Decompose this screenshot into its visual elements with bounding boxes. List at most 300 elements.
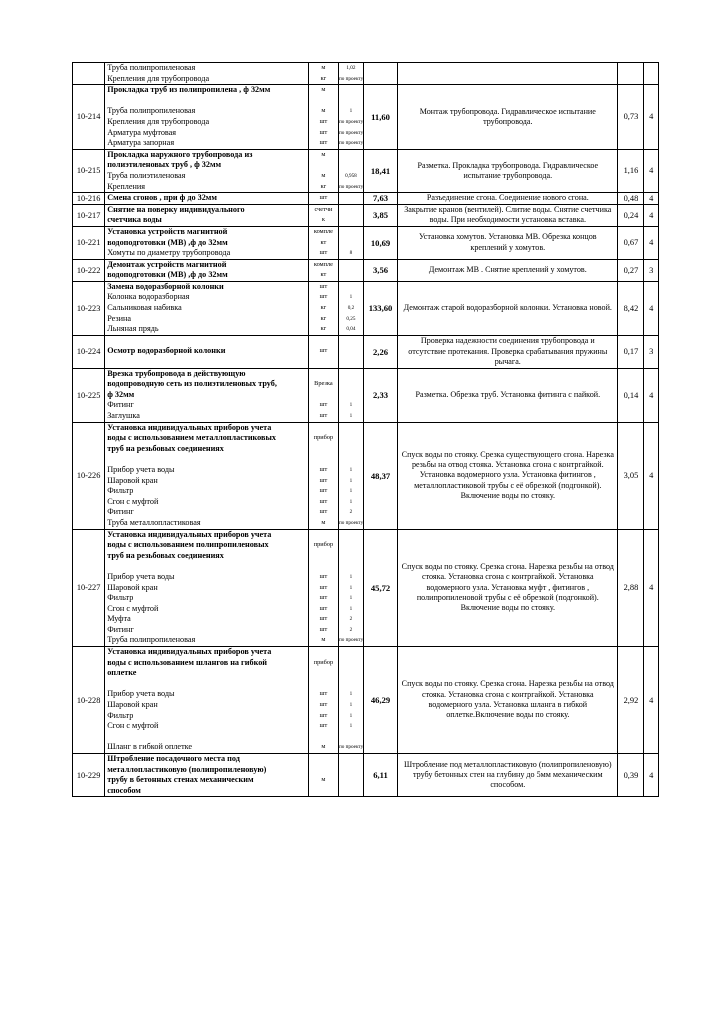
quantity-value: [339, 193, 363, 204]
row-code: 10-226: [73, 422, 105, 529]
quantity-value: [339, 647, 363, 658]
row-items-names: [105, 422, 309, 529]
quantity-value: 2: [349, 626, 353, 633]
material-name: Крепления: [107, 181, 146, 191]
norm-value: 0,39: [618, 754, 644, 797]
material-name: Льняная прядь: [107, 324, 159, 334]
quantity-value: [339, 732, 363, 743]
row-items-quantities: [338, 149, 363, 192]
work-title-line: Демонтаж устройств магнитной: [107, 259, 227, 269]
row-code: 10-228: [73, 647, 105, 754]
unit-label: [309, 96, 338, 107]
quantity-value: 1,02: [346, 65, 356, 71]
work-title-line: труб на резьбовых соединениях: [107, 550, 224, 560]
labor-hours-value: 7,63: [363, 193, 397, 205]
unit-label: шт: [319, 625, 328, 633]
quantity-value: 8: [349, 250, 353, 257]
unit-label: м: [321, 86, 326, 94]
unit-label: кт: [320, 271, 327, 279]
work-description: Демонтаж МВ . Снятие креплений у хомутов.: [398, 259, 618, 281]
material-name: Прибор учета воды: [107, 689, 175, 699]
material-name: Шланг в гибкой оплетке: [107, 742, 193, 752]
row-items-units: [308, 422, 338, 529]
row-items-names: [105, 226, 309, 259]
work-title-line: Осмотр водоразборной колонки: [107, 346, 226, 356]
norm-value: 0,17: [618, 335, 644, 368]
unit-label: шт: [319, 604, 328, 612]
quantity-value: по проекту: [338, 744, 363, 751]
norm-value: 2,88: [618, 529, 644, 647]
material-name: Фитинг: [107, 507, 134, 517]
row-items-quantities: [338, 754, 363, 797]
quantity-value: [339, 540, 363, 551]
quantity-value: 1: [349, 573, 353, 580]
norm-value: 1,16: [618, 149, 644, 192]
material-name: Прибор учета воды: [107, 464, 175, 474]
quantity-value: 0,04: [346, 326, 356, 333]
norm-value: 2,92: [618, 647, 644, 754]
row-items-quantities: [338, 422, 363, 529]
unit-label: м: [321, 171, 326, 179]
category-value: 3: [644, 259, 659, 281]
material-name: Фильтр: [107, 593, 134, 603]
material-name: Шаровой кран: [107, 475, 158, 485]
norm-value: 0,67: [618, 226, 644, 259]
row-items-units: [308, 754, 338, 797]
row-items-units: [308, 193, 338, 205]
material-name: Сальниковая набивка: [107, 303, 182, 313]
work-title-line: Снятие на поверку индивидуального: [107, 204, 245, 214]
labor-hours-value: 11,60: [363, 85, 397, 150]
row-items-quantities: [338, 647, 363, 754]
quantity-value: [339, 775, 363, 786]
work-description: Штробление под металлопластиковую (полипропиленовую) трубу бетонных стен на глубину до 5мм механическим способом.: [398, 754, 618, 797]
row-code: 10-227: [73, 529, 105, 647]
quantity-value: 1: [349, 702, 353, 709]
unit-label: шт: [319, 139, 328, 147]
norm-value: 3,05: [618, 422, 644, 529]
quantity-value: 1: [349, 488, 353, 495]
unit-label: кт: [320, 238, 327, 246]
unit-label: кг: [320, 182, 327, 190]
norm-value: [618, 63, 644, 85]
work-description: Разъединение сгона. Соединение нового сгона.: [398, 193, 618, 205]
material-name: Муфта: [107, 614, 131, 624]
unit-label: м: [321, 150, 326, 158]
work-description: Разметка. Обрезка труб. Установка фитинга с пайкой.: [398, 368, 618, 422]
row-items-names: [105, 281, 309, 335]
row-items-quantities: [338, 368, 363, 422]
work-title-line: Смена сгонов , при ф до 32мм: [107, 193, 217, 203]
row-items-units: [308, 335, 338, 368]
material-name: [107, 679, 306, 690]
material-name: Фильтр: [107, 486, 134, 496]
work-title-line: Установка устройств магнитной: [107, 226, 228, 236]
work-title-line: Установка индивидуальных приборов учета: [107, 647, 272, 657]
quantity-value: [339, 282, 363, 293]
work-title-line: способом: [107, 785, 141, 795]
table-row: [73, 85, 659, 150]
quantity-value: 1: [349, 294, 353, 301]
material-name: Сгон с муфтой: [107, 721, 159, 731]
unit-label: шт: [319, 594, 328, 602]
unit-label: шт: [319, 249, 328, 257]
row-items-quantities: [338, 529, 363, 647]
row-code: 10-229: [73, 754, 105, 797]
material-name: Фильтр: [107, 710, 134, 720]
work-description: Установка хомутов. Установка МВ. Обрезка концов креплений у хомутов.: [398, 226, 618, 259]
quantity-value: [339, 423, 363, 434]
row-items-names: [105, 368, 309, 422]
row-items-names: [105, 529, 309, 647]
row-items-units: [308, 226, 338, 259]
work-title-line: водопроводную сеть из полиэтиленовых труб,: [107, 379, 277, 389]
unit-label: [309, 679, 338, 690]
material-name: Труба металлопластиковая: [107, 517, 201, 527]
unit-label: [309, 336, 338, 347]
unit-label: [309, 444, 338, 455]
category-value: 4: [644, 647, 659, 754]
work-title-line: водоподготовки (МВ) ,ф до 32мм: [107, 237, 228, 247]
row-items-quantities: [338, 63, 363, 85]
row-code: 10-214: [73, 85, 105, 150]
quantity-value: 0,2: [347, 305, 355, 312]
quantity-value: 1: [349, 723, 353, 730]
work-title-line: Прокладка труб из полипропилена , ф 32мм: [107, 85, 271, 95]
labor-hours-value: 3,85: [363, 204, 397, 226]
row-code: [73, 63, 105, 85]
row-code: 10-224: [73, 335, 105, 368]
quantity-value: 1: [349, 712, 353, 719]
quantity-value: [339, 227, 363, 238]
quantity-value: [339, 357, 363, 368]
category-value: 4: [644, 193, 659, 205]
row-code: 10-215: [73, 149, 105, 192]
labor-hours-value: 133,60: [363, 281, 397, 335]
material-name: Шаровой кран: [107, 700, 158, 710]
norms-table-body: [73, 63, 659, 797]
table-row: [73, 281, 659, 335]
material-name: Труба полипропиленовая: [107, 106, 196, 116]
row-items-names: [105, 259, 309, 281]
quantity-value: [339, 346, 363, 357]
quantity-value: 1: [349, 584, 353, 591]
quantity-value: 1: [349, 466, 353, 473]
quantity-value: 1: [349, 498, 353, 505]
category-value: 3: [644, 335, 659, 368]
row-items-names: [105, 85, 309, 150]
work-description: Спуск воды по стояку. Срезка существующего сгона. Нарезка резьбы на отвод стояка. Установка сгона с контргайкой. Установка водомерного узла. Установка фитингов , металлопластиковой трубы с её обрезкой (подгонкой). Включение воды по стояку.: [398, 422, 618, 529]
work-title-line: труб на резьбовых соединениях: [107, 443, 224, 453]
material-name: [107, 732, 306, 743]
unit-label: шт: [319, 412, 328, 419]
quantity-value: по проекту: [338, 519, 363, 526]
material-name: Фитинг: [107, 400, 134, 410]
table-row: [73, 204, 659, 226]
quantity-value: 2: [349, 509, 353, 516]
row-code: 10-216: [73, 193, 105, 205]
work-description: [398, 63, 618, 85]
row-items-units: [308, 529, 338, 647]
labor-hours-value: 6,11: [363, 754, 397, 797]
unit-label: м: [321, 776, 326, 784]
work-description: Закрытие кранов (вентилей). Слитие воды. Снятие счетчика воды. При необходимости установка вставка.: [398, 204, 618, 226]
material-name: [107, 357, 306, 368]
work-description: Спуск воды по стояку. Срезка сгона. Нарезка резьбы на отвод стояка. Установка сгона с контргайкой. Установка водомерного узла. Установка шланга в гибкой оплетке.Включение воды по стояку.: [398, 647, 618, 754]
material-name: Фитинг: [107, 624, 134, 634]
unit-label: прибор: [313, 541, 334, 549]
row-items-names: [105, 335, 309, 368]
unit-label: шт: [319, 497, 328, 505]
material-name: Труба полипропиленовая: [107, 635, 196, 645]
quantity-value: [339, 530, 363, 541]
unit-label: [309, 530, 338, 541]
quantity-value: [339, 270, 363, 281]
unit-label: прибор: [313, 434, 334, 442]
quantity-value: [339, 379, 363, 390]
unit-label: кг: [320, 314, 327, 322]
quantity-value: [339, 85, 363, 96]
unit-label: м: [321, 636, 326, 644]
row-items-units: [308, 149, 338, 192]
quantity-value: [339, 369, 363, 380]
row-items-units: [308, 647, 338, 754]
row-items-quantities: [338, 226, 363, 259]
quantity-value: 2: [349, 616, 353, 623]
row-items-names: [105, 204, 309, 226]
unit-label: кг: [320, 325, 327, 333]
row-items-units: [308, 368, 338, 422]
unit-label: шт: [319, 711, 328, 719]
table-row: [73, 529, 659, 647]
work-title-line: Прокладка наружного трубопровода из: [107, 149, 253, 159]
unit-label: шт: [319, 401, 328, 409]
material-name: Труба полипропиленовая: [107, 63, 196, 72]
quantity-value: [339, 150, 363, 161]
work-title-line: воды с использованием полипропиленовых: [107, 540, 269, 550]
unit-label: компле: [313, 227, 333, 235]
unit-label: шт: [319, 722, 328, 730]
labor-hours-value: 2,33: [363, 368, 397, 422]
row-items-quantities: [338, 193, 363, 205]
unit-label: шт: [319, 487, 328, 495]
material-name: [107, 96, 306, 107]
quantity-value: 0,958: [345, 172, 357, 179]
unit-label: шт: [319, 615, 328, 623]
norm-value: 0,48: [618, 193, 644, 205]
material-name: Заглушка: [107, 411, 140, 420]
unit-label: прибор: [313, 658, 334, 666]
material-name: Сгон с муфтой: [107, 496, 159, 506]
unit-label: шт: [319, 194, 328, 202]
category-value: 4: [644, 226, 659, 259]
unit-label: [309, 357, 338, 368]
unit-label: шт: [319, 293, 328, 301]
labor-hours-value: 2,26: [363, 335, 397, 368]
quantity-value: 1: [349, 477, 353, 484]
quantity-value: [339, 205, 363, 216]
quantity-value: [339, 260, 363, 271]
labor-hours-value: 45,72: [363, 529, 397, 647]
work-description: Спуск воды по стояку. Срезка сгона. Нарезка резьбы на отвод стояка. Установка сгона с контргайкой. Установка водомерного узла. Установка муфт , фитингов , полипропиленовой трубы с её обрезкой (подгонкой). Включение воды по стояку.: [398, 529, 618, 647]
row-items-names: [105, 754, 309, 797]
category-value: 4: [644, 422, 659, 529]
norms-table-sheet: [72, 62, 659, 797]
unit-label: шт: [319, 476, 328, 484]
row-items-units: [308, 63, 338, 85]
work-title-line: счетчика воды: [107, 215, 162, 225]
quantity-value: 1: [349, 605, 353, 612]
quantity-value: [339, 336, 363, 347]
unit-label: шт: [319, 117, 328, 125]
unit-label: шт: [319, 508, 328, 516]
labor-hours-value: 46,29: [363, 647, 397, 754]
row-items-quantities: [338, 259, 363, 281]
material-name: Труба полиэтиленовая: [107, 170, 186, 180]
unit-label: счетчи: [314, 205, 333, 213]
unit-label: [309, 647, 338, 658]
work-description: Разметка. Прокладка трубопровода. Гидравлическое испытание трубопровода.: [398, 149, 618, 192]
quantity-value: 1: [349, 691, 353, 698]
quantity-value: 1: [349, 595, 353, 602]
unit-label: [309, 561, 338, 572]
quantity-value: 1: [349, 402, 353, 409]
quantity-value: [339, 454, 363, 465]
work-title-line: Замена водоразборной колонки: [107, 281, 224, 291]
work-title-line: Штробление посадочного места под: [107, 754, 240, 763]
unit-label: [309, 551, 338, 562]
unit-label: [309, 454, 338, 465]
quantity-value: [339, 160, 363, 171]
material-name: Шаровой кран: [107, 582, 158, 592]
quantity-value: [339, 238, 363, 249]
quantity-value: [339, 786, 363, 797]
norm-value: 8,42: [618, 281, 644, 335]
material-name: [107, 336, 306, 347]
work-title-line: Установка индивидуальных приборов учета: [107, 529, 272, 539]
row-items-units: [308, 204, 338, 226]
quantity-value: [339, 96, 363, 107]
quantity-value: [339, 551, 363, 562]
material-name: [107, 561, 306, 572]
row-items-names: [105, 63, 309, 85]
unit-label: кг: [320, 304, 327, 312]
row-items-names: [105, 149, 309, 192]
unit-label: кг: [320, 74, 327, 82]
table-row: [73, 63, 659, 85]
labor-hours-value: 10,69: [363, 226, 397, 259]
work-description: Монтаж трубопровода. Гидравлическое испытание трубопровода.: [398, 85, 618, 150]
unit-label: Врезка: [314, 380, 333, 388]
category-value: 4: [644, 754, 659, 797]
unit-label: [309, 390, 338, 401]
unit-label: шт: [319, 572, 328, 580]
norm-value: 0,73: [618, 85, 644, 150]
quantity-value: по проекту: [338, 75, 363, 82]
work-title-line: ф 32мм: [107, 389, 135, 399]
row-items-quantities: [338, 281, 363, 335]
material-name: Прибор учета воды: [107, 571, 175, 581]
row-code: 10-217: [73, 204, 105, 226]
norm-value: 0,14: [618, 368, 644, 422]
work-title-line: оплетке: [107, 668, 137, 678]
material-name: Резина: [107, 313, 132, 323]
unit-label: [309, 369, 338, 380]
quantity-value: [339, 754, 363, 765]
labor-hours-value: [363, 63, 397, 85]
table-row: [73, 259, 659, 281]
unit-label: [309, 423, 338, 434]
category-value: 4: [644, 204, 659, 226]
work-title-line: воды с использованием металлопластиковых: [107, 433, 276, 443]
norm-value: 0,27: [618, 259, 644, 281]
category-value: 4: [644, 85, 659, 150]
unit-label: [309, 160, 338, 171]
unit-label: [309, 754, 338, 765]
category-value: 4: [644, 368, 659, 422]
material-name: Арматура муфтовая: [107, 127, 177, 137]
unit-label: [309, 765, 338, 776]
work-title-line: воды с использованием шлангов на гибкой: [107, 657, 268, 667]
table-row: [73, 226, 659, 259]
unit-label: [309, 786, 338, 797]
table-row: [73, 335, 659, 368]
unit-label: м: [321, 107, 326, 115]
quantity-value: [339, 658, 363, 669]
row-code: 10-222: [73, 259, 105, 281]
quantity-value: по проекту: [338, 129, 363, 136]
work-title-line: Врезка трубопровода в действующую: [107, 368, 246, 378]
material-name: Сгон с муфтой: [107, 603, 159, 613]
unit-label: м: [321, 518, 326, 526]
work-title-line: полиэтиленовых труб , ф 32мм: [107, 160, 222, 170]
work-title-line: Установка индивидуальных приборов учета: [107, 422, 272, 432]
material-name: Колонка водоразборная: [107, 292, 190, 302]
row-items-units: [308, 259, 338, 281]
quantity-value: [339, 679, 363, 690]
unit-label: компле: [313, 260, 333, 268]
material-name: Крепления для трубопровода: [107, 116, 210, 126]
quantity-value: 0,25: [346, 315, 356, 322]
unit-label: шт: [319, 128, 328, 136]
unit-label: м: [321, 743, 326, 751]
row-items-units: [308, 85, 338, 150]
row-items-quantities: [338, 85, 363, 150]
quantity-value: [339, 444, 363, 455]
table-row: [73, 422, 659, 529]
work-title-line: металлопластиковую (полипропиленовую): [107, 764, 267, 774]
unit-label: шт: [319, 282, 328, 290]
quantity-value: [339, 215, 363, 226]
material-name: Хомуты по диаметру трубопровода: [107, 248, 231, 258]
row-code: 10-225: [73, 368, 105, 422]
unit-label: шт: [319, 690, 328, 698]
unit-label: шт: [319, 347, 328, 355]
work-description: Демонтаж старой водоразборной колонки. Установка новой.: [398, 281, 618, 335]
quantity-value: по проекту: [338, 140, 363, 147]
table-row: [73, 368, 659, 422]
row-items-quantities: [338, 204, 363, 226]
table-row: [73, 754, 659, 797]
material-name: Крепления для трубопровода: [107, 73, 210, 83]
quantity-value: по проекту: [338, 183, 363, 190]
unit-label: шт: [319, 701, 328, 709]
quantity-value: [339, 765, 363, 776]
material-name: Арматура запорная: [107, 138, 175, 148]
row-items-quantities: [338, 335, 363, 368]
labor-hours-value: 18,41: [363, 149, 397, 192]
norms-table: [72, 62, 659, 797]
